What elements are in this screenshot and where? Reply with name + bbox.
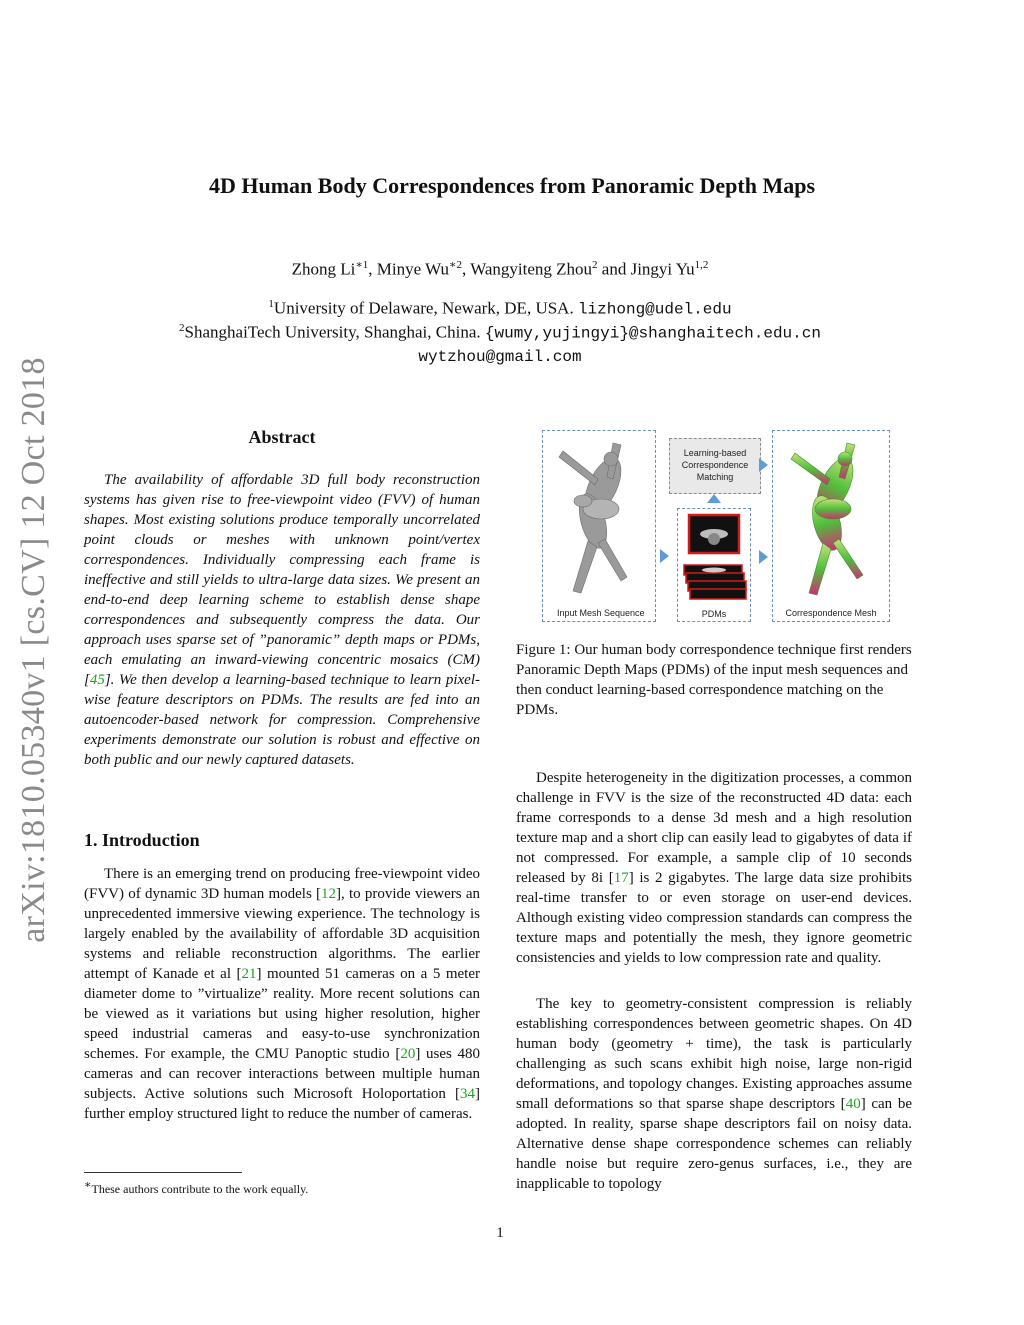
author-affil-mark: 1,2 xyxy=(694,259,709,271)
footnote-text: These authors contribute to the work equally. xyxy=(91,1182,309,1196)
extra-email[interactable]: wytzhou@gmail.com xyxy=(418,348,582,366)
text-part: There is an emerging trend on producing free-viewpoint video (FVV) of dynamic 3D human models [ xyxy=(84,866,480,902)
affil-mark: 2 xyxy=(179,322,185,334)
citation-link[interactable]: 20 xyxy=(400,1046,416,1062)
abstract-text-part: The availability of affordable 3D full body reconstruction systems has given rise to free-viewpoint video (FVV) of human shapes. Most existing solutions produce temporally uncorrelated point clouds or meshes with unknown point/vertex correspondences. Individually compressing each frame is ineffective and still yields to ultra-large data sizes. We present an end-to-end deep learning scheme to establish dense shape correspondences and subsequently compress the data. Our approach uses sparse set of ”panoramic” depth maps or PDMs, each emulating an inward-viewing concentric mosaics (CM) [ xyxy=(84,472,480,688)
learning-correspondence-box xyxy=(669,438,761,494)
colored-dancer-mesh-image xyxy=(773,431,889,603)
abstract-text xyxy=(84,470,480,770)
author-name: Jingyi Yu xyxy=(630,259,695,279)
footnote-mark: ∗ xyxy=(84,1179,92,1191)
author-separator: , xyxy=(368,259,377,279)
author-list xyxy=(0,258,1000,280)
citation-link[interactable]: 12 xyxy=(321,886,337,902)
citation-link[interactable]: 40 xyxy=(845,1096,861,1112)
gray-dancer-mesh-image xyxy=(543,431,655,603)
arxiv-sidebar-stamp xyxy=(4,350,64,950)
citation-link[interactable]: 45 xyxy=(89,672,105,688)
introduction-paragraph xyxy=(84,864,480,1124)
pdms-label: PDMs xyxy=(701,609,727,619)
introduction-heading: 1. Introduction xyxy=(84,830,200,850)
learning-label-line1: Learning-based xyxy=(683,448,747,458)
pdm-stack-image xyxy=(678,509,750,607)
text-part: The key to geometry-consistent compression is reliably establishing correspondences between geometric shapes. On 4D human body (geometry + time), the task is particularly challenging as such scans exhibit high noise, large non-rigid deformations, and topology changes. Existing approaches assume small deformations so that sparse shape descriptors [ xyxy=(516,996,912,1112)
text-part: Despite heterogeneity in the digitization processes, a common challenge in FVV is the size of the reconstructed 4D data: each frame corresponds to a dense 3d mesh and a high resolution texture map and a short clip can easily lead to gigabytes of data if not compressed. For example, a sample clip of 10 seconds released by 8i [ xyxy=(516,770,912,886)
learning-label-line3: Matching xyxy=(696,472,734,482)
author-affil-mark: ∗1 xyxy=(355,259,369,271)
author-name: Minye Wu xyxy=(376,259,449,279)
arxiv-id: arXiv:1810.05340v1 [cs.CV] 12 Oct 2018 xyxy=(15,357,52,943)
figure-caption: Figure 1: Our human body correspondence technique first renders Panoramic Depth Maps (PDMs) of the input mesh sequences and then conduct learning-based correspondence matching on the PDMs. xyxy=(516,642,912,718)
arrow-icon xyxy=(759,550,768,564)
text-part: ] uses 480 cameras and can recover interactions between multiple human subjects. Active solutions such Microsoft Holoportation [ xyxy=(84,1046,480,1102)
footnote-divider xyxy=(84,1172,242,1173)
input-mesh-label: Input Mesh Sequence xyxy=(557,608,645,618)
text-part: ] further employ structured light to reduce the number of cameras. xyxy=(84,1086,480,1122)
affil-text: ShanghaiTech University, Shanghai, China. xyxy=(184,322,485,342)
author-name: Zhong Li xyxy=(291,259,356,279)
affiliation-3 xyxy=(0,346,1000,366)
figure-1 xyxy=(540,426,892,622)
abstract-heading: Abstract xyxy=(248,427,316,447)
abstract-text-part: ]. We then develop a learning-based technique to learn pixel-wise feature descriptors on PDMs. The results are fed into an autoencoder-based network for compression. Comprehensive experiments demonstrate our solution is robust and effective on both public and our newly captured datasets. xyxy=(84,672,480,768)
arrow-icon xyxy=(660,549,669,563)
author-separator: , xyxy=(461,259,471,279)
affil-email[interactable]: {wumy,yujingyi}@shanghaitech.edu.cn xyxy=(484,324,821,343)
text-part: ] is 2 gigabytes. The large data size prohibits real-time transfer to or even storage on user-end devices. Although existing video compression standards can compress the texture maps and potentially the mesh, they ignore geometric consistencies and yields to low compression rate and quality. xyxy=(516,870,913,966)
paper-title: 4D Human Body Correspondences from Panoramic Depth Maps xyxy=(208,173,816,198)
citation-link[interactable]: 17 xyxy=(613,870,629,886)
correspondence-mesh-panel xyxy=(772,430,890,622)
text-part: ], to provide viewers an unprecedented immersive viewing experience. The technology is largely enabled by the availability of affordable 3D acquisition systems and reliable reconstruction algorithms. The earlier attempt of Kanade et al [ xyxy=(84,886,480,982)
affil-text: University of Delaware, Newark, DE, USA. xyxy=(273,298,578,318)
input-mesh-panel xyxy=(542,430,656,622)
text-part: ] can be adopted. In reality, sparse shape descriptors fail on noisy data. Alternative dense shape correspondence schemes can reliably handle noise but require zero-genus surfaces, i.e., they are inapplicable to topology xyxy=(516,1096,913,1192)
author-separator: and xyxy=(597,259,631,279)
author-name: Wangyiteng Zhou xyxy=(470,259,593,279)
body-paragraph xyxy=(516,994,912,1194)
affiliation-2 xyxy=(0,322,1000,343)
text-part: ] mounted 51 cameras on a 5 meter diameter dome to ”virtualize” reality. More recent solutions can be viewed as it variations but using higher resolution, higher speed industrial cameras and easy-to-use synchronization schemes. For example, the CMU Panoptic studio [ xyxy=(84,966,481,1062)
correspondence-mesh-label: Correspondence Mesh xyxy=(785,608,877,618)
body-paragraph xyxy=(516,768,912,968)
learning-label-line2: Correspondence xyxy=(681,460,749,470)
author-affil-mark: 2 xyxy=(592,259,598,271)
affiliation-1 xyxy=(0,298,1000,319)
citation-link[interactable]: 21 xyxy=(241,966,257,982)
affil-email[interactable]: lizhong@udel.edu xyxy=(577,300,732,319)
arrow-icon xyxy=(759,458,768,472)
citation-link[interactable]: 34 xyxy=(460,1086,475,1102)
pdm-panel xyxy=(677,508,751,622)
arrow-up-icon xyxy=(707,494,721,503)
author-affil-mark: ∗2 xyxy=(449,259,462,271)
page-number: 1 xyxy=(496,1225,504,1241)
affil-mark: 1 xyxy=(268,298,274,310)
footnote xyxy=(84,1178,308,1197)
